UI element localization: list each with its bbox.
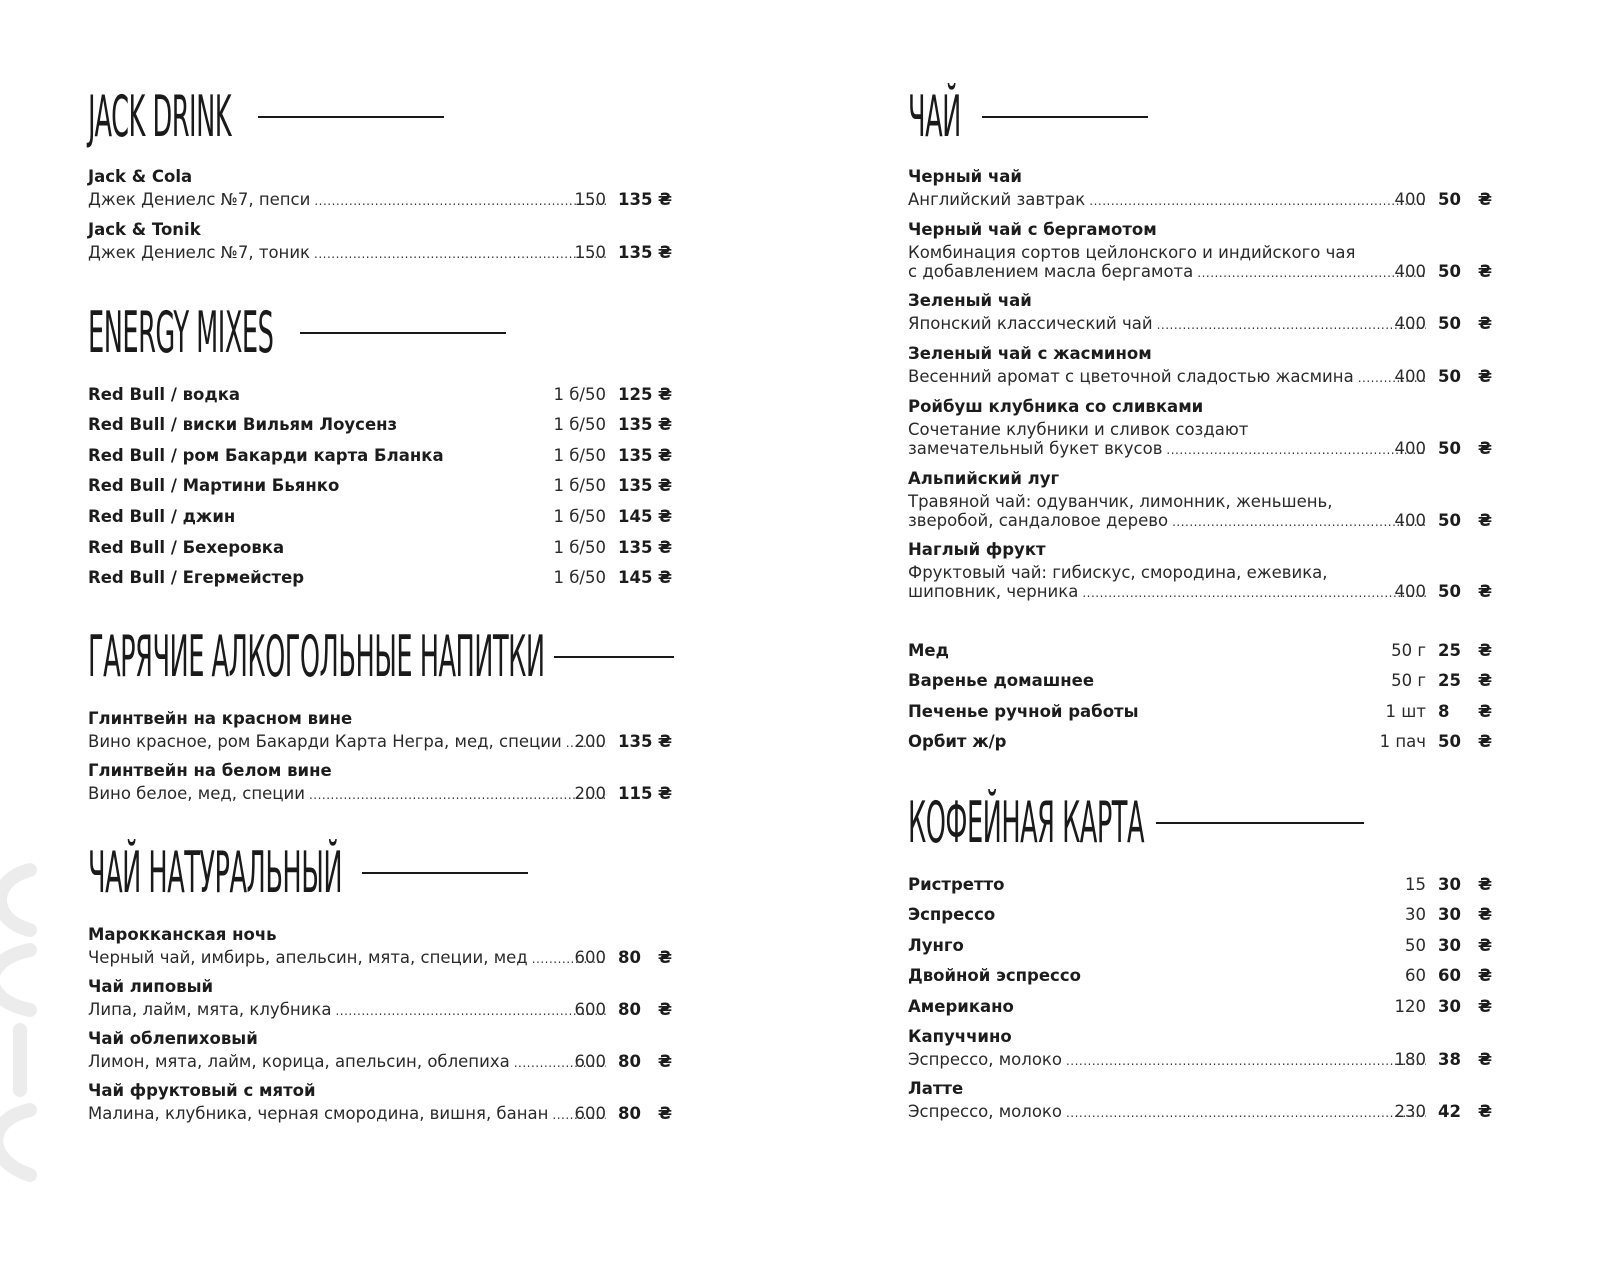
item-price: 135 ₴ <box>618 446 672 465</box>
item-name: Red Bull / ром Бакарди карта Бланка <box>88 446 444 465</box>
item-name: Зеленый чай с жасмином <box>908 344 1152 363</box>
item-desc: Джек Дениелс №7, пепси ..... <box>88 190 606 211</box>
currency-icon: ₴ <box>1477 190 1492 209</box>
item-price: 30 ₴ <box>1438 905 1492 924</box>
section-title: КОФЕЙНАЯ КАРТА <box>908 790 1144 856</box>
item-name: Ристретто <box>908 875 1005 894</box>
item-price: 80 ₴ <box>618 1052 672 1071</box>
item-name: Орбит ж/р <box>908 732 1007 751</box>
section-title: ЧАЙ НАТУРАЛЬНЫЙ <box>88 840 342 906</box>
item-name: Ройбуш клубника со сливками <box>908 397 1204 416</box>
item-volume: 400 <box>1394 511 1426 530</box>
item-price: 30 ₴ <box>1438 875 1492 894</box>
section-title: JACK DRINK <box>88 84 232 150</box>
item-name: Зеленый чай <box>908 291 1032 310</box>
currency-icon: ₴ <box>657 948 672 967</box>
currency-icon: ₴ <box>1477 641 1492 660</box>
currency-icon: ₴ <box>657 385 672 404</box>
item-price: 135 ₴ <box>618 190 672 209</box>
currency-icon: ₴ <box>1477 671 1492 690</box>
item-volume: 200 <box>574 732 606 751</box>
item-price: 30 ₴ <box>1438 936 1492 955</box>
item-price: 125 ₴ <box>618 385 672 404</box>
section-energy-mixes <box>88 298 692 368</box>
item-price: 80 ₴ <box>618 948 672 967</box>
currency-icon: ₴ <box>1477 367 1492 386</box>
item-price: 50 ₴ <box>1438 732 1492 751</box>
item-volume: 50 г <box>1391 671 1426 690</box>
item-desc: Вино белое, мед, специи ..... <box>88 784 606 805</box>
item-desc: Фруктовый чай: гибискус, смородина, ежевика, <box>908 563 1328 582</box>
item-name: Латте <box>908 1079 964 1098</box>
item-volume: 1 б/50 <box>553 446 606 465</box>
item-name: Лунго <box>908 936 964 955</box>
item-volume: 600 <box>574 1104 606 1123</box>
item-desc: Травяной чай: одуванчик, лимонник, женьшень, <box>908 492 1333 511</box>
currency-icon: ₴ <box>1477 582 1492 601</box>
item-price: 38 ₴ <box>1438 1050 1492 1069</box>
title-rule <box>1156 822 1364 824</box>
currency-icon: ₴ <box>657 568 672 587</box>
item-volume: 150 <box>574 243 606 262</box>
item-volume: 600 <box>574 948 606 967</box>
item-volume: 600 <box>574 1052 606 1071</box>
currency-icon: ₴ <box>1477 439 1492 458</box>
item-volume: 200 <box>574 784 606 803</box>
currency-icon: ₴ <box>1477 1102 1492 1121</box>
currency-icon: ₴ <box>1477 875 1492 894</box>
item-volume: 1 пач <box>1379 732 1426 751</box>
currency-icon: ₴ <box>657 1052 672 1071</box>
item-name: Капуччино <box>908 1027 1012 1046</box>
currency-icon: ₴ <box>657 1104 672 1123</box>
item-name: Red Bull / виски Вильям Лоусенз <box>88 415 398 434</box>
item-name: Jack & Tonik <box>88 220 201 239</box>
item-desc: зверобой, сандаловое дерево ..... <box>908 511 1426 532</box>
item-desc: Малина, клубника, черная смородина, вишня, банан ..... <box>88 1104 606 1125</box>
item-price: 135 ₴ <box>618 476 672 495</box>
item-volume: 120 <box>1394 997 1426 1016</box>
item-desc: Весенний аромат с цветочной сладостью жасмина ..... <box>908 367 1426 388</box>
item-volume: 1 б/50 <box>553 476 606 495</box>
currency-icon: ₴ <box>1477 732 1492 751</box>
item-price: 135 ₴ <box>618 415 672 434</box>
item-price: 80 ₴ <box>618 1104 672 1123</box>
item-name: Черный чай с бергамотом <box>908 220 1157 239</box>
section-title: ENERGY MIXES <box>88 300 274 366</box>
section-tea <box>908 82 1512 152</box>
item-name: Red Bull / Егермейстер <box>88 568 305 587</box>
item-price: 25 ₴ <box>1438 671 1492 690</box>
item-name: Американо <box>908 997 1014 1016</box>
item-volume: 400 <box>1394 262 1426 281</box>
item-price: 50 ₴ <box>1438 314 1492 333</box>
item-name: Глинтвейн на белом вине <box>88 761 332 780</box>
item-name: Двойной эспрессо <box>908 966 1081 985</box>
title-rule <box>300 332 506 334</box>
item-name: Red Bull / джин <box>88 507 236 526</box>
item-desc: Джек Дениелс №7, тоник ..... <box>88 243 606 264</box>
item-desc: Лимон, мята, лайм, корица, апельсин, облепиха ..... <box>88 1052 606 1073</box>
item-name: Глинтвейн на красном вине <box>88 709 353 728</box>
section-natural-tea <box>88 838 692 908</box>
currency-icon: ₴ <box>1477 905 1492 924</box>
item-name: Red Bull / Мартини Бьянко <box>88 476 340 495</box>
currency-icon: ₴ <box>1477 262 1492 281</box>
item-volume: 50 <box>1405 936 1426 955</box>
section-title: ГАРЯЧИЕ АЛКОГОЛЬНЫЕ НАПИТКИ <box>88 624 545 690</box>
currency-icon: ₴ <box>657 732 672 751</box>
item-volume: 1 б/50 <box>553 538 606 557</box>
item-volume: 1 б/50 <box>553 385 606 404</box>
item-price: 50 ₴ <box>1438 511 1492 530</box>
item-price: 25 ₴ <box>1438 641 1492 660</box>
item-desc: Японский классический чай ..... <box>908 314 1426 335</box>
item-volume: 60 <box>1405 966 1426 985</box>
item-desc: замечательный букет вкусов ..... <box>908 439 1426 460</box>
item-name: Печенье ручной работы <box>908 702 1139 721</box>
item-price: 50 ₴ <box>1438 582 1492 601</box>
item-name: Марокканская ночь <box>88 925 277 944</box>
currency-icon: ₴ <box>1477 997 1492 1016</box>
item-name: Эспрессо <box>908 905 996 924</box>
currency-icon: ₴ <box>657 784 672 803</box>
section-title: ЧАЙ <box>908 84 961 150</box>
item-desc: Сочетание клубники и сливок создают <box>908 420 1249 439</box>
currency-icon: ₴ <box>1477 511 1492 530</box>
item-name: Мед <box>908 641 949 660</box>
item-price: 135 ₴ <box>618 243 672 262</box>
item-desc: с добавлением масла бергамота ..... <box>908 262 1426 283</box>
currency-icon: ₴ <box>1477 936 1492 955</box>
item-volume: 30 <box>1405 905 1426 924</box>
item-price: 115 ₴ <box>618 784 672 803</box>
currency-icon: ₴ <box>1477 702 1492 721</box>
item-desc: шиповник, черника ..... <box>908 582 1426 603</box>
item-volume: 180 <box>1394 1050 1426 1069</box>
item-volume: 400 <box>1394 367 1426 386</box>
item-price: 50 ₴ <box>1438 439 1492 458</box>
item-price: 145 ₴ <box>618 568 672 587</box>
item-desc: Липа, лайм, мята, клубника ..... <box>88 1000 606 1021</box>
title-rule <box>258 116 444 118</box>
currency-icon: ₴ <box>1477 966 1492 985</box>
title-rule <box>982 116 1148 118</box>
item-price: 30 ₴ <box>1438 997 1492 1016</box>
currency-icon: ₴ <box>1477 314 1492 333</box>
item-name: Чай липовый <box>88 977 214 996</box>
item-volume: 15 <box>1405 875 1426 894</box>
currency-icon: ₴ <box>657 415 672 434</box>
item-name: Red Bull / Бехеровка <box>88 538 285 557</box>
logo-watermark-icon <box>0 860 60 1190</box>
item-name: Черный чай <box>908 167 1022 186</box>
item-volume: 150 <box>574 190 606 209</box>
currency-icon: ₴ <box>657 538 672 557</box>
item-volume: 400 <box>1394 314 1426 333</box>
item-price: 50 ₴ <box>1438 190 1492 209</box>
currency-icon: ₴ <box>657 446 672 465</box>
currency-icon: ₴ <box>657 507 672 526</box>
item-price: 80 ₴ <box>618 1000 672 1019</box>
item-price: 135 ₴ <box>618 538 672 557</box>
currency-icon: ₴ <box>657 476 672 495</box>
item-price: 60 ₴ <box>1438 966 1492 985</box>
item-volume: 1 б/50 <box>553 415 606 434</box>
item-price: 50 ₴ <box>1438 367 1492 386</box>
section-hot-drinks <box>88 622 692 692</box>
item-volume: 50 г <box>1391 641 1426 660</box>
item-volume: 1 шт <box>1385 702 1426 721</box>
item-volume: 600 <box>574 1000 606 1019</box>
section-jack-drink <box>88 82 692 152</box>
item-volume: 1 б/50 <box>553 507 606 526</box>
item-volume: 400 <box>1394 582 1426 601</box>
item-name: Jack & Cola <box>88 167 193 186</box>
item-volume: 230 <box>1394 1102 1426 1121</box>
item-desc: Вино красное, ром Бакарди Карта Негра, мед, специи ..... <box>88 732 606 753</box>
item-desc: Эспрессо, молоко ..... <box>908 1050 1426 1071</box>
item-price: 42 ₴ <box>1438 1102 1492 1121</box>
currency-icon: ₴ <box>1477 1050 1492 1069</box>
item-name: Чай фруктовый с мятой <box>88 1081 316 1100</box>
item-desc: Черный чай, имбирь, апельсин, мята, специи, мед ..... <box>88 948 606 969</box>
currency-icon: ₴ <box>657 190 672 209</box>
item-price: 135 ₴ <box>618 732 672 751</box>
section-coffee <box>908 788 1512 858</box>
item-price: 145 ₴ <box>618 507 672 526</box>
title-rule <box>554 656 674 658</box>
item-desc: Комбинация сортов цейлонского и индийского чая <box>908 243 1356 262</box>
item-name: Варенье домашнее <box>908 671 1095 690</box>
item-price: 50 ₴ <box>1438 262 1492 281</box>
item-name: Red Bull / водка <box>88 385 241 404</box>
item-volume: 400 <box>1394 439 1426 458</box>
item-desc: Английский завтрак ..... <box>908 190 1426 211</box>
currency-icon: ₴ <box>657 243 672 262</box>
item-price: 8 ₴ <box>1438 702 1492 721</box>
item-volume: 400 <box>1394 190 1426 209</box>
title-rule <box>362 872 528 874</box>
item-name: Чай облепиховый <box>88 1029 258 1048</box>
item-name: Наглый фрукт <box>908 540 1046 559</box>
item-desc: Эспрессо, молоко ..... <box>908 1102 1426 1123</box>
currency-icon: ₴ <box>657 1000 672 1019</box>
item-volume: 1 б/50 <box>553 568 606 587</box>
item-name: Альпийский луг <box>908 469 1060 488</box>
